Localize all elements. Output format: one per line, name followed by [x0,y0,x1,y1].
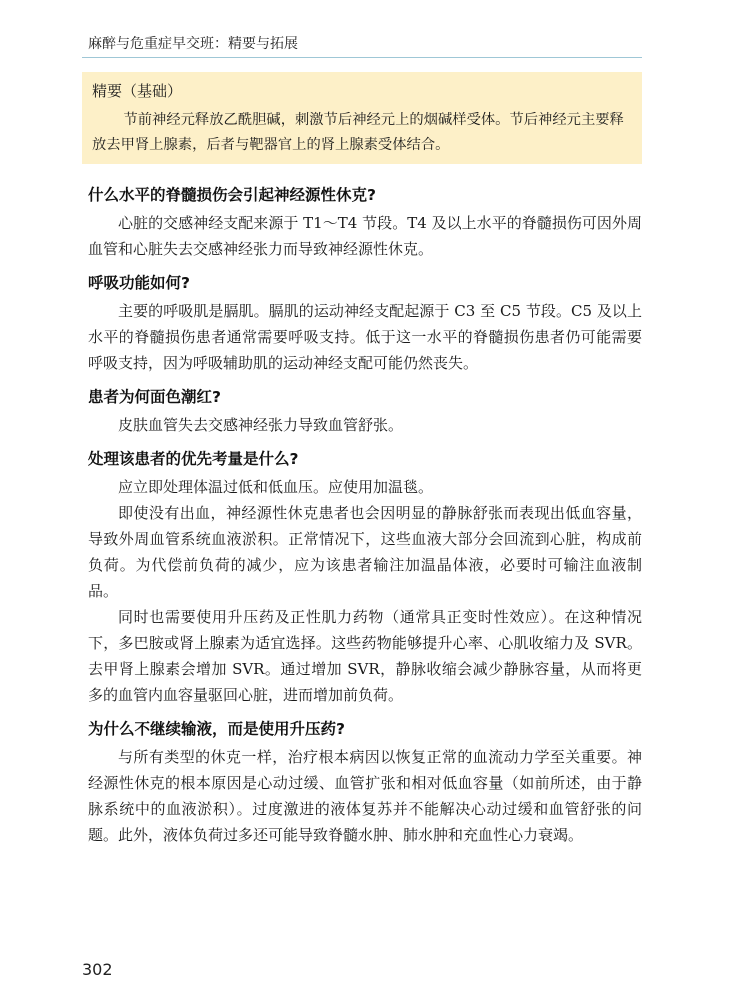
section-3 [88,384,642,438]
section-question: 呼吸功能如何? [88,274,190,292]
section-2 [88,270,642,376]
section-paragraph: 同时也需要使用升压药及正性肌力药物（通常具正变时性效应）。在这种情况下，多巴胺或肾上腺素为适宜选择。这些药物能够提升心率、心肌收缩力及 SVR。去甲肾上腺素会增加 SVR。通过增加 SVR，静脉收缩会减少静脉容量，从而将更多的血管内血容量驱回心脏，进而增加前负荷。 [88,608,642,704]
section-question: 为什么不继续输液，而是使用升压药? [88,720,345,738]
section-paragraph: 主要的呼吸肌是膈肌。膈肌的运动神经支配起源于 C3 至 C5 节段。C5 及以上水平的脊髓损伤患者通常需要呼吸支持。低于这一水平的脊髓损伤患者仍可能需要呼吸支持，因为呼吸辅助肌的运动神经支配可能仍然丧失。 [88,302,642,372]
running-head: 麻醉与危重症早交班：精要与拓展 [88,36,298,52]
main-content [88,180,642,856]
section-paragraph: 心脏的交感神经支配来源于 T1～T4 节段。T4 及以上水平的脊髓损伤可因外周血管和心脏失去交感神经张力而导致神经源性休克。 [88,214,642,258]
summary-text: 节前神经元释放乙酰胆碱，刺激节后神经元上的烟碱样受体。节后神经元主要释放去甲肾上腺素，后者与靶器官上的肾上腺素受体结合。 [92,112,624,153]
summary-box [82,72,642,164]
summary-tag: 精要（基础） [92,82,183,100]
section-question: 什么水平的脊髓损伤会引起神经源性休克? [88,186,376,204]
section-paragraph: 与所有类型的休克一样，治疗根本病因以恢复正常的血流动力学至关重要。神经源性休克的根本原因是心动过缓、血管扩张和相对低血容量（如前所述，由于静脉系统中的血液淤积）。过度激进的液体复苏并不能解决心动过缓和血管舒张的问题。此外，液体负荷过多还可能导致脊髓水肿、肺水肿和充血性心力衰竭。 [88,748,642,844]
page-number: 302 [82,960,113,979]
section-paragraph: 即使没有出血，神经源性休克患者也会因明显的静脉舒张而表现出低血容量，导致外周血管系统血液淤积。正常情况下，这些血液大部分会回流到心脏，构成前负荷。为代偿前负荷的减少，应为该患者输注加温晶体液，必要时可输注血液制品。 [88,504,642,600]
section-4 [88,446,642,708]
section-5 [88,716,642,848]
section-question: 患者为何面色潮红? [88,388,221,406]
section-paragraph: 应立即处理体温过低和低血压。应使用加温毯。 [118,478,434,496]
section-1 [88,182,642,262]
header-rule [82,57,642,58]
section-question: 处理该患者的优先考量是什么? [88,450,299,468]
section-paragraph: 皮肤血管失去交感神经张力导致血管舒张。 [118,416,404,434]
